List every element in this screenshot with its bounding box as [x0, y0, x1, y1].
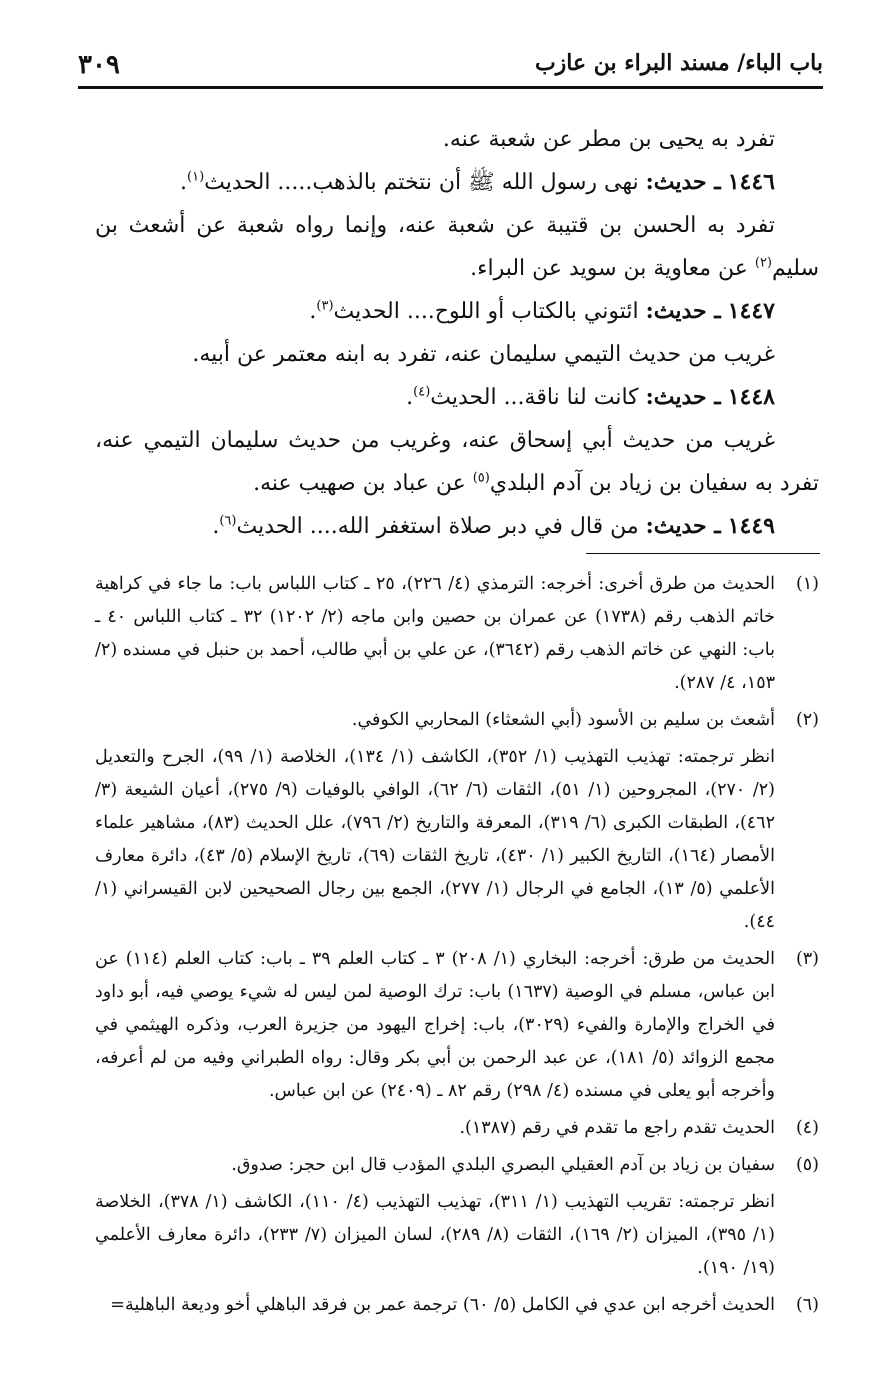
- entry-number: ١٤٤٨: [727, 384, 775, 410]
- entry-end: .: [212, 514, 220, 539]
- footnote-continuation: انظر ترجمته: تقريب التهذيب (١/ ٣١١)، تهذيب التهذيب (٤/ ١١٠)، الكاشف (١/ ٣٧٨)، الخلاصة (١/ ٣٩٥)، الميزان (٢/ ١٦٩)، الثقات (٨/ ٢٨٩)، لسان الميزان (٧/ ٢٣٣)، دائرة معارف الأعلمي (١٩/ ١٩٠).: [95, 1192, 775, 1278]
- page-header: [78, 50, 823, 89]
- footnote: [95, 568, 819, 700]
- footnote-ref: (١): [187, 169, 205, 185]
- entry-text: كانت لنا ناقة... الحديث: [430, 385, 639, 410]
- footnote-text: الحديث من طرق أخرى: أخرجه: الترمذي (٤/ ٢٢٦)، ٢٥ ـ كتاب اللباس باب: ما جاء في كراهية خاتم الذهب رقم (١٧٣٨) عن عمران بن حصين وابن ماجه (٢/ ١٢٠٢) ٣٢ ـ كتاب اللباس ٤٠ ـ باب: النهي عن خاتم الذهب رقم (٣٦٤٢)، عن علي بن أبي طالب، أحمد بن حنبل في مسنده (٢/ ١٥٣، ٤/ ٢٨٧).: [95, 574, 775, 693]
- paragraph-text-end: عن معاوية بن سويد عن البراء.: [470, 256, 755, 281]
- footnote: [95, 943, 819, 1108]
- footnote-ref: (٤): [413, 384, 431, 400]
- paragraph-text-end: عن عباد بن صهيب عنه.: [253, 471, 473, 496]
- footnote-continuation: انظر ترجمته: تهذيب التهذيب (١/ ٣٥٢)، الكاشف (١/ ١٣٤)، الخلاصة (١/ ٩٩)، الجرح والتعديل (٢/ ٢٧٠)، المجروحين (١/ ٥١)، الثقات (٦/ ٦٢)، الوافي بالوفيات (٩/ ٢٧٥)، أعيان الشيعة (٣/ ٤٦٢)، الطبقات الكبرى (٦/ ٣١٩)، المعرفة والتاريخ (٢/ ٧٩٦)، علل الحديث (٨٣)، مشاهير علماء الأمصار (١٦٤)، التاريخ الكبير (١/ ٤٣٠)، تاريخ الثقات (٦٩)، تاريخ الإسلام (٥/ ٤٣)، دائرة معارف الأعلمي (٥/ ١٣)، الجامع في الرجال (١/ ٢٧٧)، الجمع بين رجال الصحيحين لابن القيسراني (١/ ٤٤).: [95, 747, 776, 932]
- hadith-entry-1446: [95, 161, 819, 204]
- hadith-entry-1447: [95, 290, 819, 333]
- entry-label: ـ حديث:: [645, 513, 721, 539]
- footnote-number: (٣): [795, 949, 819, 969]
- entry-label: ـ حديث:: [645, 298, 721, 324]
- page-number: ٣٠٩: [78, 50, 120, 80]
- footnote-number: (١): [795, 574, 819, 594]
- paragraph-text: تفرد به يحيى بن مطر عن شعبة عنه.: [442, 127, 775, 152]
- footnote-text: الحديث تقدم راجع ما تقدم في رقم (١٣٨٧).: [459, 1118, 775, 1138]
- footnote-ref: (٣): [316, 298, 334, 314]
- footnote: [95, 1149, 819, 1182]
- paragraph-text: تفرد به الحسن بن قتيبة عن شعبة عنه، وإنما رواه شعبة عن أشعث بن سليم: [95, 213, 819, 281]
- entry-label: ـ حديث:: [645, 384, 721, 410]
- paragraph: [95, 118, 819, 161]
- entry-text: ائتوني بالكتاب أو اللوح.... الحديث: [333, 299, 639, 324]
- running-title: باب الباء/ مسند البراء بن عازب: [534, 50, 823, 76]
- main-text: [95, 118, 819, 548]
- footnote-text: سفيان بن زياد بن آدم العقيلي البصري البلدي المؤدب قال ابن حجر: صدوق.: [231, 1155, 775, 1175]
- footnote-ref: (٢): [754, 255, 772, 271]
- footnote-number: (٥): [795, 1155, 819, 1175]
- paragraph-text: غريب من حديث أبي إسحاق عنه، وغريب من حديث سليمان التيمي عنه، تفرد به سفيان بن زياد بن آدم البلدي: [95, 428, 819, 496]
- footnote: [95, 1289, 819, 1322]
- footnote-text: الحديث أخرجه ابن عدي في الكامل (٥/ ٦٠) ترجمة عمر بن فرقد الباهلي أخو وديعة الباهلية=: [110, 1295, 775, 1315]
- entry-end: .: [180, 170, 187, 195]
- entry-text: نهى رسول الله ﷺ أن نتختم بالذهب..... الحديث: [204, 170, 639, 195]
- footnote: [95, 1112, 819, 1145]
- footnote-ref: (٥): [472, 470, 490, 486]
- paragraph: [95, 419, 819, 505]
- entry-number: ١٤٤٧: [727, 298, 775, 324]
- footnote-text: أشعث بن سليم بن الأسود (أبي الشعثاء) المحاربي الكوفي.: [351, 710, 775, 730]
- footnote-text: الحديث من طرق: أخرجه: البخاري (١/ ٢٠٨) ٣ ـ كتاب العلم ٣٩ ـ باب: كتاب العلم (١١٤) عن ابن عباس، مسلم في الوصية (١٦٣٧) باب: ترك الوصية لمن ليس له شيء يوصي فيه، أبو داود في الخراج والإمارة والفيء (٣٠٢٩)، باب: إخراج اليهود من جزيرة العرب، وذكره الهيثمي في مجمع الزوائد (٥/ ١٨١)، عن عبد الرحمن بن أبي بكر وقال: رواه الطبراني وفيه من لم أعرفه، وأخرجه أبو يعلى في مسنده (٤/ ٢٩٨) رقم ٨٢ ـ (٢٤٠٩) عن ابن عباس.: [95, 949, 776, 1101]
- entry-end: .: [309, 299, 317, 324]
- paragraph: [95, 204, 819, 290]
- footnotes: [95, 568, 819, 1326]
- paragraph: [95, 333, 819, 376]
- entry-label: ـ حديث:: [645, 169, 721, 195]
- paragraph-text: غريب من حديث التيمي سليمان عنه، تفرد به ابنه معتمر عن أبيه.: [192, 342, 775, 367]
- footnote-number: (٦): [795, 1295, 819, 1315]
- entry-text: من قال في دبر صلاة استغفر الله.... الحديث: [236, 514, 639, 539]
- footnote-number: (٢): [795, 710, 819, 730]
- entry-number: ١٤٤٩: [727, 513, 775, 539]
- hadith-entry-1448: [95, 376, 819, 419]
- hadith-entry-1449: [95, 505, 819, 548]
- footnote-number: (٤): [795, 1118, 819, 1138]
- entry-end: .: [406, 385, 414, 410]
- footnote: [95, 704, 819, 737]
- footnote-separator: [586, 553, 820, 554]
- footnote-ref: (٦): [219, 513, 237, 529]
- entry-number: ١٤٤٦: [727, 169, 775, 195]
